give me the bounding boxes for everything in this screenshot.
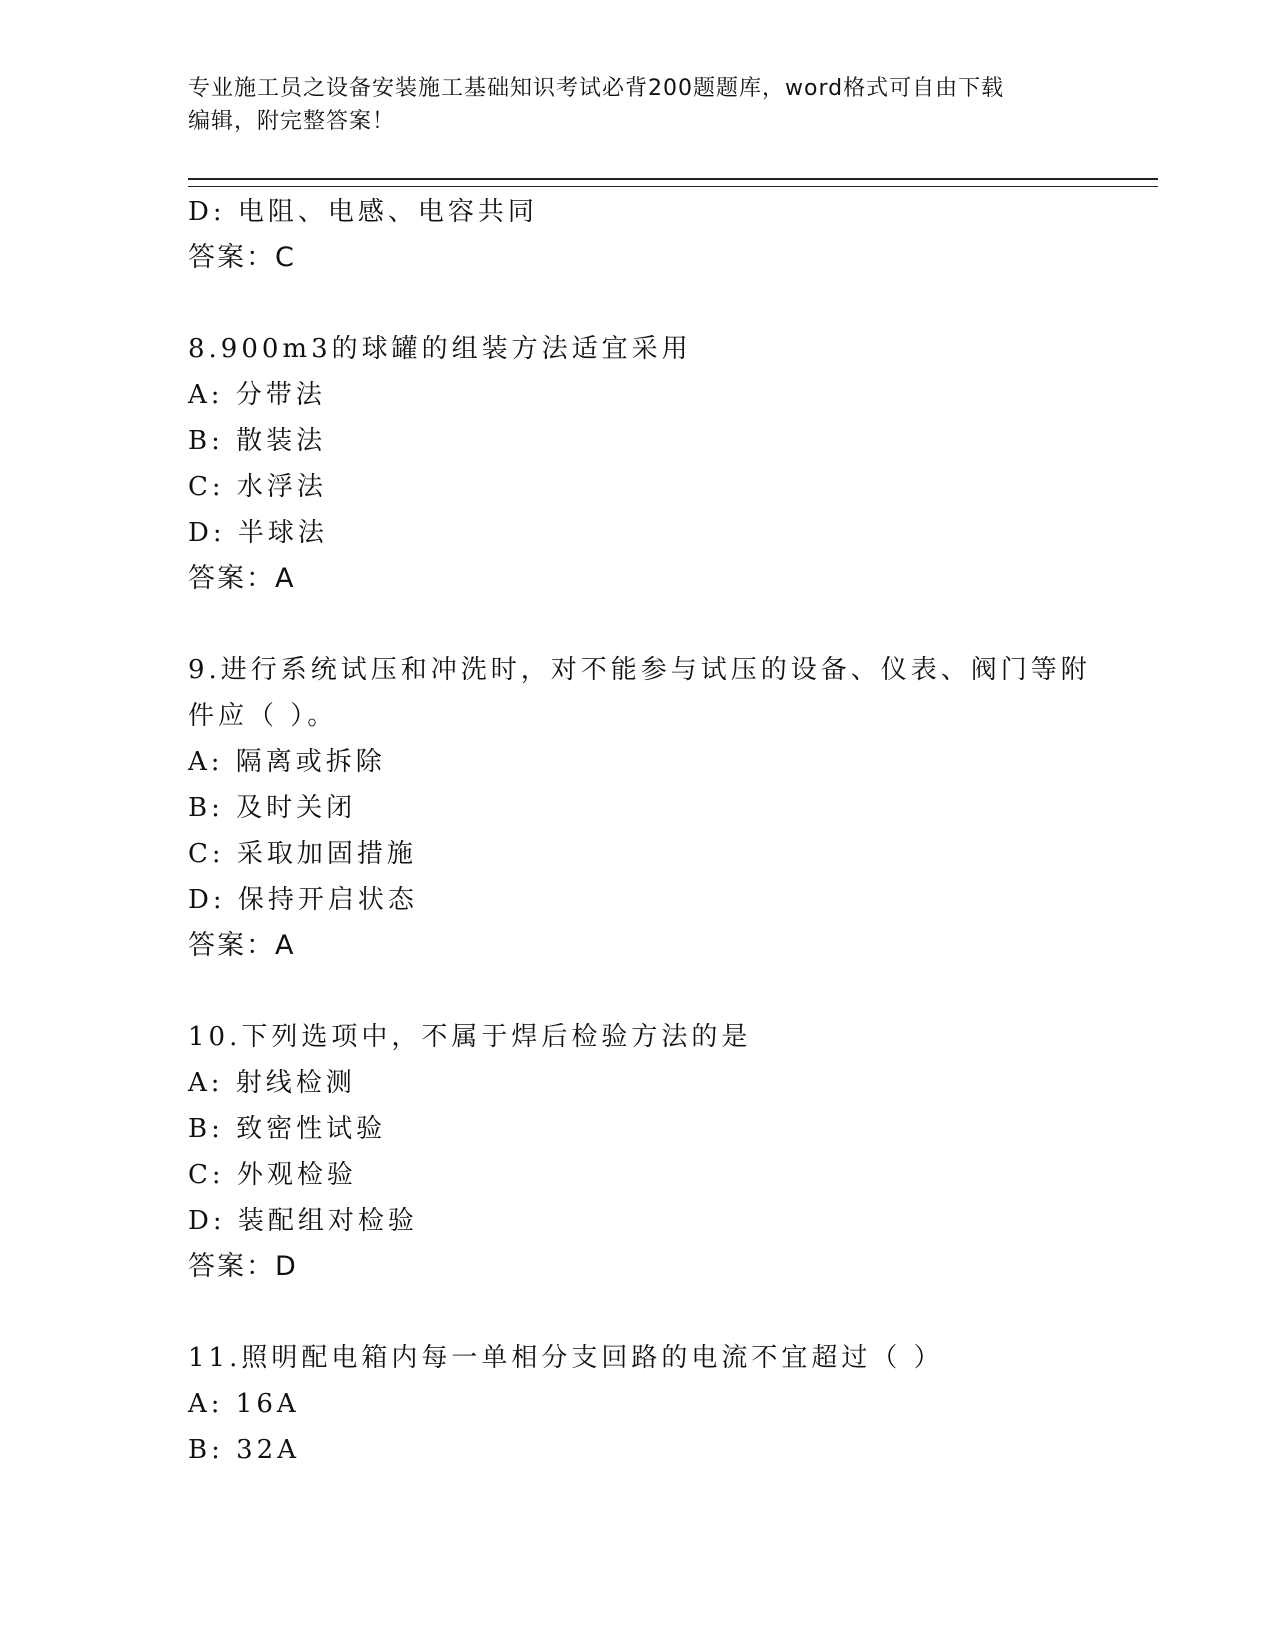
option-b: B: 32A [188, 1435, 300, 1465]
option-b: B: 散装法 [188, 426, 327, 456]
option-a: A: 射线检测 [188, 1068, 356, 1098]
answer-line: 答案：A [188, 930, 296, 961]
spacer [188, 281, 1088, 326]
question-stem: 11.照明配电箱内每一单相分支回路的电流不宜超过（ ） [188, 1343, 944, 1373]
answer-line: 答案：C [188, 242, 296, 273]
question-list [188, 189, 1091, 1473]
spacer [188, 1290, 1088, 1335]
question-stem: 8.900m3的球罐的组装方法适宜采用 [188, 334, 692, 364]
option-b: B: 及时关闭 [188, 793, 357, 823]
question-8 [188, 326, 1088, 602]
question-10 [188, 1014, 1088, 1290]
question-9 [188, 647, 1091, 969]
spacer [188, 602, 1088, 647]
option-b: B: 致密性试验 [188, 1114, 387, 1144]
question-stem: 10.下列选项中，不属于焊后检验方法的是 [188, 1022, 752, 1052]
document-header [188, 72, 1088, 138]
question-11 [188, 1335, 1088, 1473]
option-d: D: 半球法 [188, 518, 328, 548]
option-c: C: 外观检验 [188, 1160, 357, 1190]
option-a: A: 隔离或拆除 [188, 747, 386, 777]
header-title-line-2: 编辑，附完整答案！ [188, 109, 396, 134]
header-divider [188, 178, 1158, 187]
option-c: C: 水浮法 [188, 472, 327, 502]
option-c: C: 采取加固措施 [188, 839, 417, 869]
option-d: D: 装配组对检验 [188, 1206, 418, 1236]
answer-line: 答案：A [188, 563, 296, 594]
spacer [188, 969, 1088, 1014]
question-7-tail [188, 189, 1088, 281]
option-a: A: 16A [188, 1389, 300, 1419]
option-d: D: 电阻、电感、电容共同 [188, 197, 538, 227]
header-title-line-1: 专业施工员之设备安装施工基础知识考试必背200题题库，word格式可自由下载 [188, 76, 1005, 101]
option-d: D: 保持开启状态 [188, 885, 418, 915]
answer-line: 答案：D [188, 1251, 298, 1282]
option-a: A: 分带法 [188, 380, 326, 410]
question-stem-line-2: 件应（ ）。 [188, 701, 338, 731]
question-stem-line-1: 9.进行系统试压和冲洗时，对不能参与试压的设备、仪表、阀门等附 [188, 655, 1091, 685]
